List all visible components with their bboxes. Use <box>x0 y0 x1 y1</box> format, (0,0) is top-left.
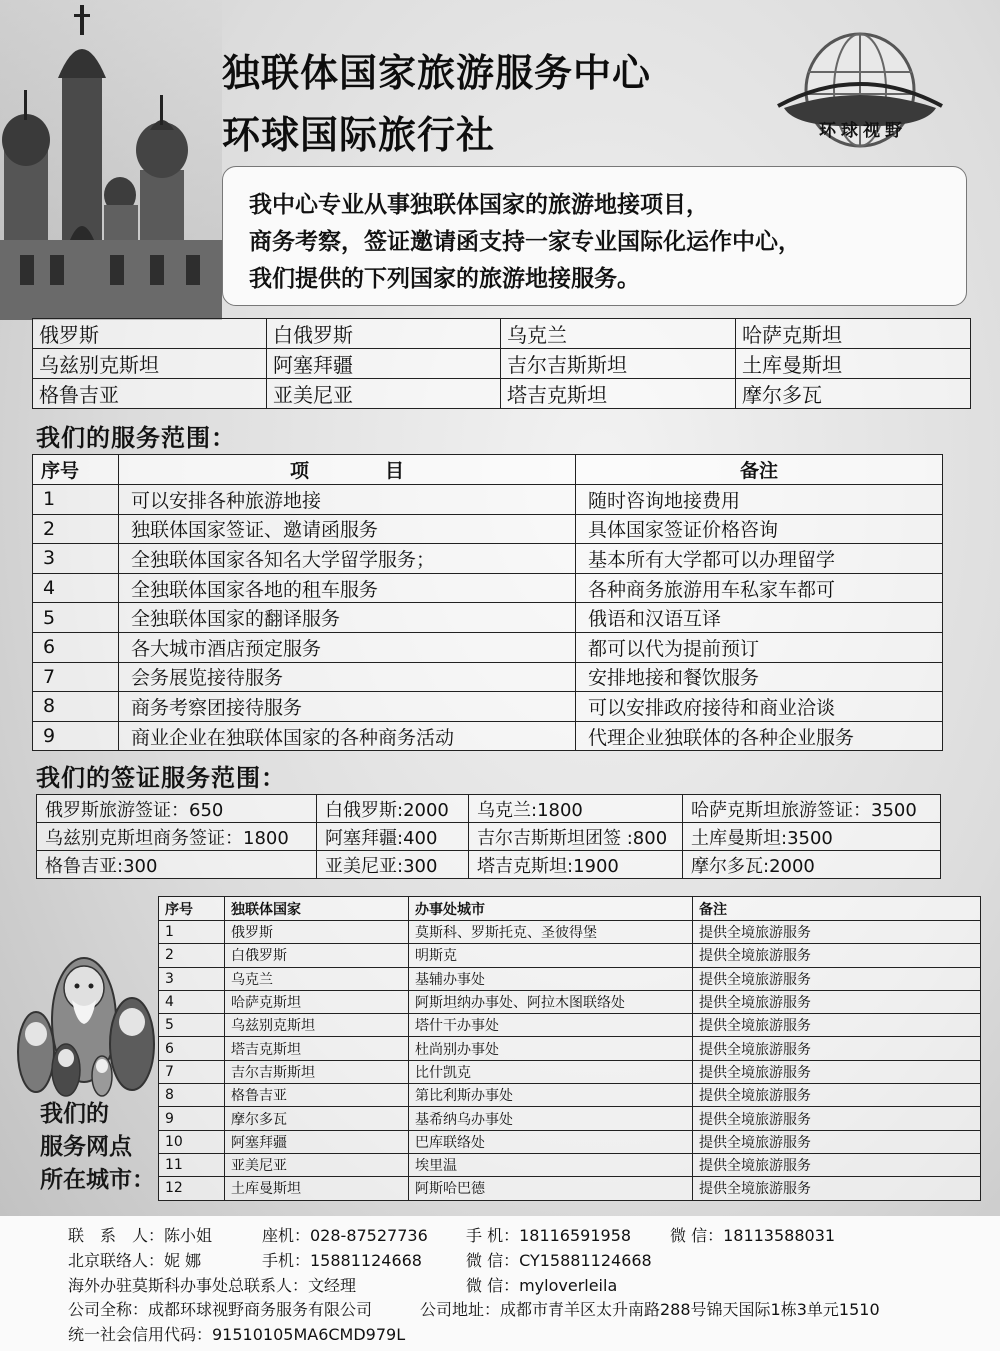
cell-item: 独联体国家签证、邀请函服务 <box>119 514 576 544</box>
cell-index: 5 <box>33 603 119 633</box>
table-row <box>159 1153 981 1176</box>
cell-note: 具体国家签证价格咨询 <box>576 514 943 544</box>
cell-city: 第比利斯办事处 <box>409 1084 693 1107</box>
cell-note: 各种商务旅游用车私家车都可 <box>576 573 943 603</box>
cell-note: 基本所有大学都可以办理留学 <box>576 544 943 574</box>
country-cell: 白俄罗斯 <box>267 319 501 349</box>
table-row <box>159 921 981 944</box>
cell-note: 提供全境旅游服务 <box>693 990 981 1013</box>
table-row <box>159 1130 981 1153</box>
cell-index: 9 <box>33 721 119 751</box>
table-row <box>33 319 971 349</box>
table-row <box>37 851 941 879</box>
cell-item: 商务考察团接待服务 <box>119 692 576 722</box>
cell-index: 3 <box>159 967 225 990</box>
country-cell: 摩尔多瓦 <box>736 379 971 409</box>
visa-cell: 白俄罗斯:2000 <box>317 795 469 823</box>
country-cell: 俄罗斯 <box>33 319 267 349</box>
cell-note: 可以安排政府接待和商业洽谈 <box>576 692 943 722</box>
cell-note: 提供全境旅游服务 <box>693 1153 981 1176</box>
intro-line: 我们提供的下列国家的旅游地接服务。 <box>249 266 640 292</box>
cell-city: 莫斯科、罗斯托克、圣彼得堡 <box>409 921 693 944</box>
cell-city: 杜尚别办事处 <box>409 1037 693 1060</box>
cell-country: 塔吉克斯坦 <box>225 1037 409 1060</box>
cell-note: 提供全境旅游服务 <box>693 1014 981 1037</box>
cell-city: 阿斯哈巴德 <box>409 1177 693 1200</box>
cell-note: 提供全境旅游服务 <box>693 1084 981 1107</box>
country-cell: 塔吉克斯坦 <box>501 379 736 409</box>
country-cell: 乌兹别克斯坦 <box>33 349 267 379</box>
country-cell: 哈萨克斯坦 <box>736 319 971 349</box>
table-header-row <box>33 455 943 485</box>
overseas-wechat: 微 信：myloverleila <box>466 1276 618 1295</box>
table-row <box>37 823 941 851</box>
cell-note: 提供全境旅游服务 <box>693 921 981 944</box>
table-row <box>33 721 943 751</box>
column-header: 独联体国家 <box>225 897 409 921</box>
network-title <box>40 1098 160 1197</box>
beijing-wechat: 微 信：CY15881124668 <box>466 1251 652 1270</box>
cell-city: 基辅办事处 <box>409 967 693 990</box>
column-header: 备注 <box>693 897 981 921</box>
cell-item: 会务展览接待服务 <box>119 662 576 692</box>
credit-code: 统一社会信用代码：91510105MA6CMD979L <box>68 1325 406 1344</box>
cell-item: 全独联体国家各地的租车服务 <box>119 573 576 603</box>
cell-index: 5 <box>159 1014 225 1037</box>
cathedral-image <box>0 0 222 320</box>
countries-table <box>32 318 971 409</box>
table-row <box>33 632 943 662</box>
cell-city: 巴库联络处 <box>409 1130 693 1153</box>
cell-index: 7 <box>33 662 119 692</box>
cell-item: 可以安排各种旅游地接 <box>119 485 576 515</box>
table-row <box>33 485 943 515</box>
table-row <box>159 967 981 990</box>
cell-index: 9 <box>159 1107 225 1130</box>
cell-city: 明斯克 <box>409 944 693 967</box>
cell-index: 7 <box>159 1060 225 1083</box>
cell-note: 提供全境旅游服务 <box>693 944 981 967</box>
landline: 座机：028-87527736 <box>262 1226 428 1245</box>
country-cell: 格鲁吉亚 <box>33 379 267 409</box>
cell-country: 白俄罗斯 <box>225 944 409 967</box>
cell-city: 基希纳乌办事处 <box>409 1107 693 1130</box>
cell-country: 乌兹别克斯坦 <box>225 1014 409 1037</box>
cell-index: 6 <box>33 632 119 662</box>
logo-text: 环球视野 <box>819 121 907 141</box>
title-line-2: 环球国际旅行社 <box>222 113 496 157</box>
visa-cell: 阿塞拜疆:400 <box>317 823 469 851</box>
cell-note: 提供全境旅游服务 <box>693 1037 981 1060</box>
table-row <box>159 944 981 967</box>
cell-country: 摩尔多瓦 <box>225 1107 409 1130</box>
cell-note: 安排地接和餐饮服务 <box>576 662 943 692</box>
cell-note: 提供全境旅游服务 <box>693 1177 981 1200</box>
visa-cell: 亚美尼亚:300 <box>317 851 469 879</box>
visa-cell: 塔吉克斯坦:1900 <box>469 851 683 879</box>
visa-cell: 乌兹别克斯坦商务签证：1800 <box>37 823 317 851</box>
visa-table <box>36 794 941 879</box>
table-row <box>159 1084 981 1107</box>
cell-index: 4 <box>33 573 119 603</box>
cell-note: 提供全境旅游服务 <box>693 1130 981 1153</box>
cell-index: 8 <box>33 692 119 722</box>
overseas-contact: 海外办驻莫斯科办事处总联系人：文经理 <box>68 1276 357 1295</box>
visa-heading: 我们的签证服务范围： <box>36 764 286 792</box>
cell-index: 1 <box>159 921 225 944</box>
cell-index: 8 <box>159 1084 225 1107</box>
column-header: 序号 <box>159 897 225 921</box>
cell-city: 埃里温 <box>409 1153 693 1176</box>
cell-index: 10 <box>159 1130 225 1153</box>
contact-person: 联 系 人：陈小姐 <box>68 1226 213 1245</box>
table-row <box>33 603 943 633</box>
offices-table <box>158 896 981 1201</box>
country-cell: 阿塞拜疆 <box>267 349 501 379</box>
wechat: 微 信：18113588031 <box>670 1226 836 1245</box>
cell-note: 提供全境旅游服务 <box>693 1060 981 1083</box>
services-table <box>32 454 943 751</box>
table-row <box>159 1037 981 1060</box>
country-cell: 乌克兰 <box>501 319 736 349</box>
cell-city: 比什凯克 <box>409 1060 693 1083</box>
column-header: 备注 <box>576 455 943 485</box>
visa-cell: 摩尔多瓦:2000 <box>683 851 941 879</box>
cell-note: 都可以代为提前预订 <box>576 632 943 662</box>
cell-item: 商业企业在独联体国家的各种商务活动 <box>119 721 576 751</box>
table-row <box>33 349 971 379</box>
column-header: 项 目 <box>119 455 576 485</box>
cell-country: 阿塞拜疆 <box>225 1130 409 1153</box>
cell-note: 俄语和汉语互译 <box>576 603 943 633</box>
visa-cell: 吉尔吉斯斯坦团签 :800 <box>469 823 683 851</box>
cell-city: 阿斯坦纳办事处、阿拉木图联络处 <box>409 990 693 1013</box>
cell-city: 塔什干办事处 <box>409 1014 693 1037</box>
table-row <box>33 544 943 574</box>
cell-item: 全独联体国家各知名大学留学服务； <box>119 544 576 574</box>
table-row <box>33 379 971 409</box>
table-row <box>37 795 941 823</box>
intro-line: 我中心专业从事独联体国家的旅游地接项目， <box>249 192 709 218</box>
network-title-line: 我们的 <box>40 1101 109 1127</box>
matryoshka-dolls-image <box>14 948 164 1098</box>
cell-country: 吉尔吉斯斯坦 <box>225 1060 409 1083</box>
mobile: 手 机：18116591958 <box>466 1226 632 1245</box>
cell-country: 格鲁吉亚 <box>225 1084 409 1107</box>
table-row <box>33 514 943 544</box>
table-row <box>159 1107 981 1130</box>
country-cell: 吉尔吉斯斯坦 <box>501 349 736 379</box>
country-cell: 亚美尼亚 <box>267 379 501 409</box>
cell-index: 12 <box>159 1177 225 1200</box>
visa-cell: 格鲁吉亚:300 <box>37 851 317 879</box>
column-header: 序号 <box>33 455 119 485</box>
cell-index: 11 <box>159 1153 225 1176</box>
cell-index: 2 <box>33 514 119 544</box>
cell-index: 6 <box>159 1037 225 1060</box>
company-address: 公司地址：成都市青羊区太升南路288号锦天国际1栋3单元1510 <box>420 1300 880 1319</box>
visa-cell: 哈萨克斯坦旅游签证：3500 <box>683 795 941 823</box>
beijing-contact: 北京联络人：妮 娜 <box>68 1251 202 1270</box>
table-row <box>159 1014 981 1037</box>
table-row <box>159 1177 981 1200</box>
cell-country: 乌克兰 <box>225 967 409 990</box>
table-header-row <box>159 897 981 921</box>
network-title-line: 所在城市： <box>40 1167 155 1193</box>
intro-box <box>222 166 967 306</box>
table-row <box>159 1060 981 1083</box>
table-row <box>33 692 943 722</box>
intro-line: 商务考察，签证邀请函支持一家专业国际化运作中心， <box>249 229 801 255</box>
table-row <box>33 662 943 692</box>
cell-item: 全独联体国家的翻译服务 <box>119 603 576 633</box>
cell-country: 哈萨克斯坦 <box>225 990 409 1013</box>
cell-note: 提供全境旅游服务 <box>693 1107 981 1130</box>
column-header: 办事处城市 <box>409 897 693 921</box>
network-title-line: 服务网点 <box>40 1134 132 1160</box>
company-name: 公司全称：成都环球视野商务服务有限公司 <box>68 1300 373 1319</box>
visa-cell: 土库曼斯坦:3500 <box>683 823 941 851</box>
cell-country: 亚美尼亚 <box>225 1153 409 1176</box>
cell-index: 4 <box>159 990 225 1013</box>
cell-note: 提供全境旅游服务 <box>693 967 981 990</box>
cell-note: 随时咨询地接费用 <box>576 485 943 515</box>
services-heading: 我们的服务范围： <box>36 424 236 452</box>
visa-cell: 俄罗斯旅游签证：650 <box>37 795 317 823</box>
cell-index: 3 <box>33 544 119 574</box>
cell-country: 土库曼斯坦 <box>225 1177 409 1200</box>
title-line-1: 独联体国家旅游服务中心 <box>222 51 652 95</box>
globe-logo-icon <box>774 22 946 162</box>
table-row <box>159 990 981 1013</box>
cell-country: 俄罗斯 <box>225 921 409 944</box>
beijing-mobile: 手机：15881124668 <box>262 1251 422 1270</box>
table-row <box>33 573 943 603</box>
cell-note: 代理企业独联体的各种企业服务 <box>576 721 943 751</box>
cell-index: 2 <box>159 944 225 967</box>
visa-cell: 乌克兰:1800 <box>469 795 683 823</box>
country-cell: 土库曼斯坦 <box>736 349 971 379</box>
cell-item: 各大城市酒店预定服务 <box>119 632 576 662</box>
cell-index: 1 <box>33 485 119 515</box>
